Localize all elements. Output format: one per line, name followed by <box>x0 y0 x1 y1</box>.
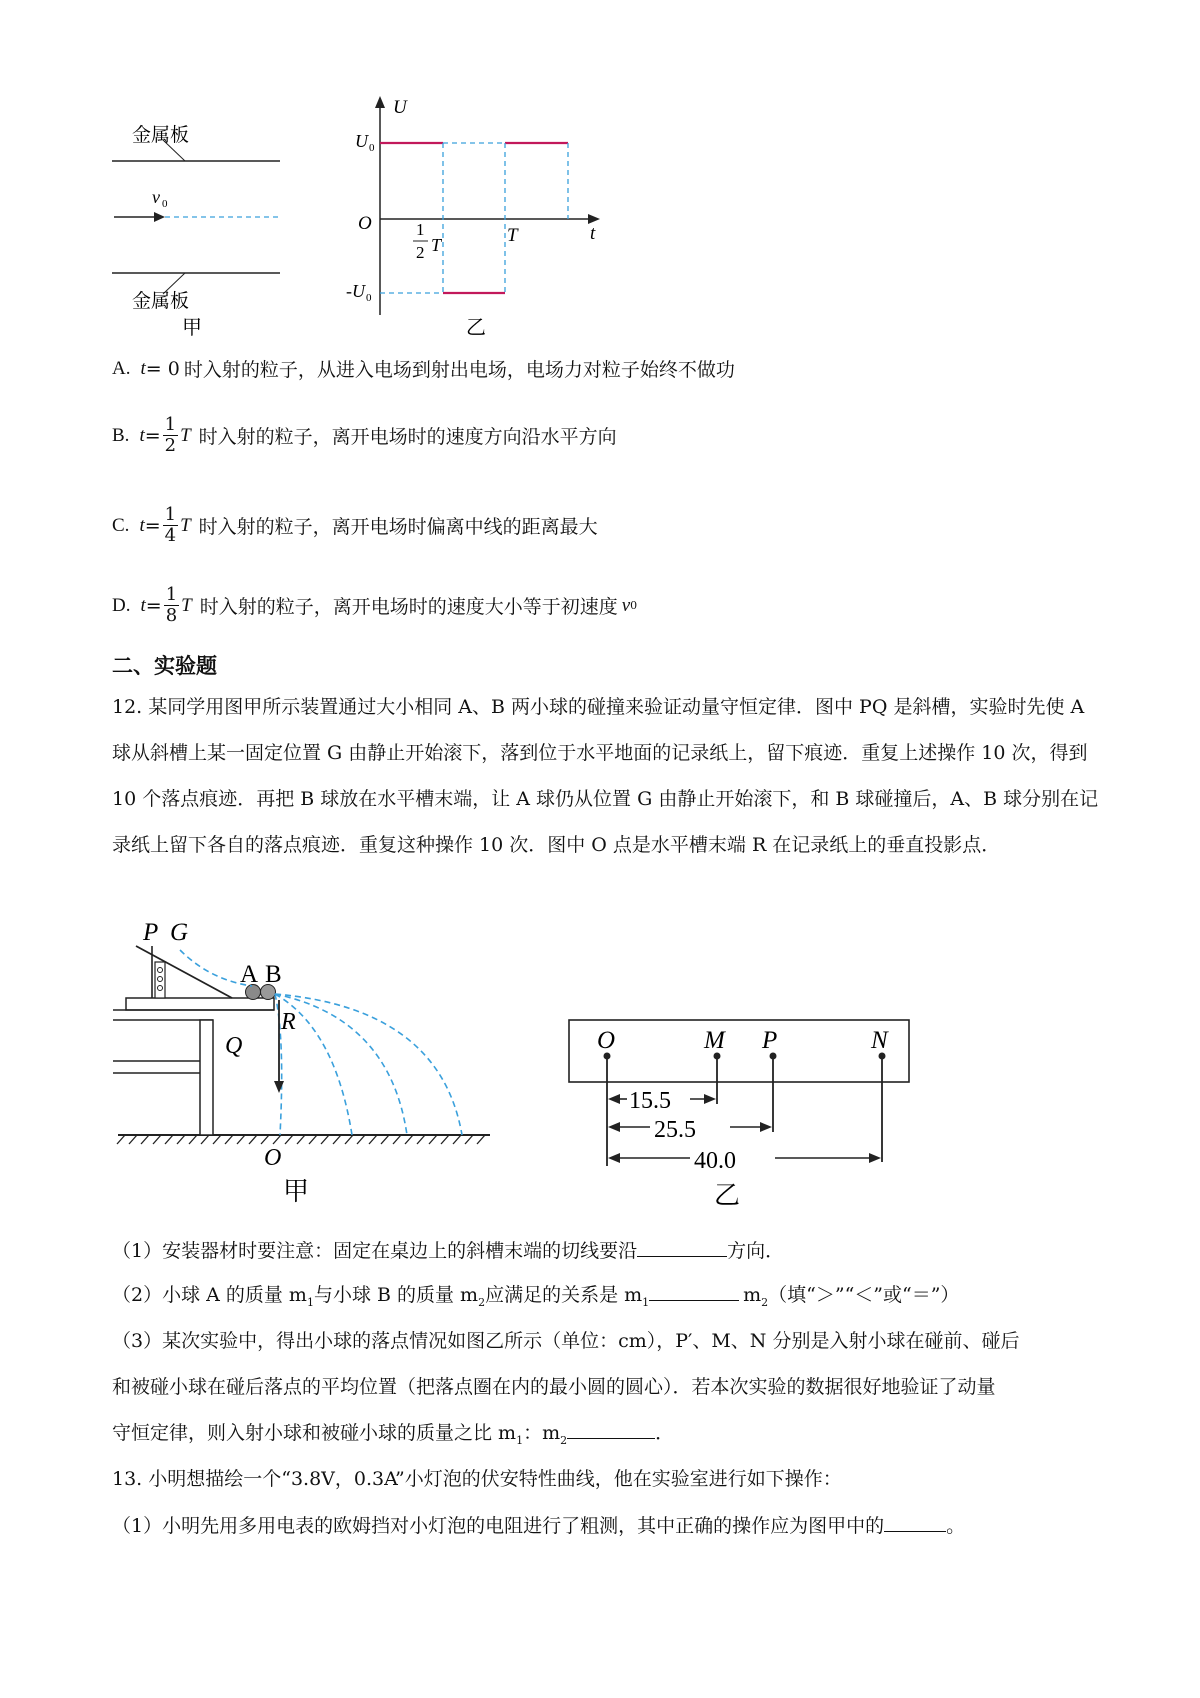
option-d-v0-sub: 0 <box>630 599 638 612</box>
q12-sub3-sub1: 1 <box>516 1433 524 1447</box>
figure-2-jia <box>113 919 490 1206</box>
option-a-eq: = 0 <box>145 357 180 380</box>
option-d-fraction <box>164 585 179 626</box>
T-label: T <box>507 225 518 246</box>
option-a-var: t <box>140 357 146 379</box>
q12-sub3-line3 <box>112 1420 674 1454</box>
q12-sub1-post: 方向． <box>727 1240 785 1262</box>
top-plate-label: 金属板 <box>132 125 190 146</box>
q12-sub1 <box>112 1238 784 1264</box>
v0-arrow-head <box>154 212 165 222</box>
v0-subscript: 0 <box>162 198 168 210</box>
yi-2-caption: 乙 <box>714 1181 741 1208</box>
option-c-fraction <box>163 505 178 546</box>
option-c-T: T <box>180 514 191 536</box>
q12-sub3-line2: 和被碰小球在碰后落点的平均位置（把落点圈在内的最小圆的圆心）．若本次实验的数据很好地验证了动量 <box>112 1376 996 1398</box>
q12-sub2-sub2: 2 <box>478 1295 486 1309</box>
option-a-label: A. <box>112 357 131 379</box>
origin-label: O <box>358 213 372 234</box>
q12-sub2-text-1: （2）小球 A 的质量 m <box>112 1284 307 1306</box>
option-c[interactable] <box>112 505 598 546</box>
u0-top-label: U <box>355 131 368 151</box>
u-axis-arrow <box>375 96 385 108</box>
q12-sub1-blank[interactable] <box>637 1238 727 1257</box>
u0-bottom-subscript: 0 <box>366 292 372 304</box>
q13-sub1-blank[interactable] <box>884 1513 946 1532</box>
figure-1 <box>0 0 1200 340</box>
q12-sub3-line1: （3）某次实验中，得出小球的落点情况如图乙所示（单位：cm），P′、M、N 分别是入射小球在碰前、碰后 <box>112 1330 1020 1352</box>
option-d-num: 1 <box>165 584 178 605</box>
label-O: O <box>264 1145 282 1171</box>
q13-sub1-post: 。 <box>946 1515 966 1537</box>
figure-1-jia <box>112 124 280 339</box>
figure-1-yi <box>346 96 600 339</box>
distance-on: 40.0 <box>694 1148 736 1174</box>
q13-sub1 <box>112 1513 965 1539</box>
ground-hatching <box>117 1135 485 1144</box>
option-b-num: 1 <box>164 414 177 435</box>
option-a-text: 时入射的粒子，从进入电场到射出电场，电场力对粒子始终不做功 <box>183 359 735 381</box>
q12-sub2-text-4: m <box>743 1284 762 1306</box>
label-G: G <box>170 919 189 946</box>
paper-label-O: O <box>597 1027 616 1054</box>
label-P: P <box>143 919 159 946</box>
q13-sub1-text: （1）小明先用多用电表的欧姆挡对小灯泡的电阻进行了粗测，其中正确的操作应为图甲中的 <box>112 1515 885 1537</box>
option-b-T: T <box>180 424 191 446</box>
q12-sub3-text-2: ：m <box>523 1422 561 1444</box>
option-c-num: 1 <box>164 504 177 525</box>
option-b[interactable] <box>112 415 617 456</box>
section-title: 二、实验题 <box>112 653 217 678</box>
option-d-eq: = <box>145 594 162 617</box>
label-Q: Q <box>225 1033 243 1059</box>
jia-caption: 甲 <box>182 317 202 339</box>
v0-label: v <box>152 187 160 207</box>
option-b-den: 2 <box>164 435 177 456</box>
option-b-var: t <box>139 424 145 446</box>
option-d-T: T <box>181 594 192 616</box>
option-c-var: t <box>139 514 145 536</box>
bottom-plate-label: 金属板 <box>132 291 190 312</box>
option-b-label: B. <box>112 424 130 446</box>
q12-sub2-blank[interactable] <box>649 1282 739 1301</box>
distance-om: 15.5 <box>629 1088 671 1114</box>
option-b-eq: = <box>144 424 161 447</box>
u-axis-label: U <box>393 97 407 118</box>
u0-bottom-label: -U <box>346 281 365 301</box>
q12-sub1-text: （1）安装器材时要注意：固定在桌边上的斜槽末端的切线要沿 <box>112 1240 638 1262</box>
distance-op: 25.5 <box>654 1117 696 1143</box>
option-c-eq: = <box>144 514 161 537</box>
wave-dashed-guides <box>380 143 568 293</box>
q12-sub2-text-3: 应满足的关系是 m <box>485 1284 643 1306</box>
option-c-label: C. <box>112 514 130 536</box>
q12-sub2-sub1: 1 <box>306 1295 314 1309</box>
u0-top-subscript: 0 <box>369 142 375 154</box>
paper-label-P: P <box>762 1027 778 1054</box>
paper-label-N: N <box>871 1027 888 1054</box>
yi-caption: 乙 <box>466 317 486 339</box>
q13-intro: 13. 小明想描绘一个“3.8V，0.3A”小灯泡的伏安特性曲线，他在实验室进行如下操作： <box>112 1468 842 1490</box>
record-paper <box>569 1020 909 1082</box>
jia-2-caption: 甲 <box>283 1177 310 1206</box>
option-d-den: 8 <box>165 605 178 626</box>
option-c-text: 时入射的粒子，离开电场时偏离中线的距离最大 <box>198 516 598 538</box>
q12-intro: 12. 某同学用图甲所示装置通过大小相同 A、B 两小球的碰撞来验证动量守恒定律．图中 PQ 是斜槽，实验时先使 A 球从斜槽上某一固定位置 G 由静止开始滚下，落到位于水平地面的记录纸上，留下痕迹．重复上述操作 10 次，得到 10 个落点痕迹．再把 B 球放在水平槽末端，让 A 球仍从位置 G 由静止开始滚下，和 B 球碰撞后，A、B 球分别在记录纸上留下各自的落点痕迹．重复这种操作 10 次．图中 O 点是水平槽末端 R 在记录纸上的垂直投影点． <box>112 696 1099 856</box>
q12-sub3-text-3: ． <box>655 1422 675 1444</box>
table-leg <box>200 1020 213 1135</box>
q12-sub2-sub3: 1 <box>642 1295 650 1309</box>
option-b-text: 时入射的粒子，离开电场时的速度方向沿水平方向 <box>198 426 617 448</box>
option-d-text: 时入射的粒子，离开电场时的速度大小等于初速度 <box>199 596 618 618</box>
q12-sub3-blank[interactable] <box>567 1420 655 1439</box>
label-B: B <box>265 961 282 988</box>
q12-sub3-sub2: 2 <box>560 1433 568 1447</box>
q12-sub2-text-2: 与小球 B 的质量 m <box>313 1284 479 1306</box>
t-axis-label: t <box>590 223 596 244</box>
paper-label-M: M <box>704 1027 725 1054</box>
q12-sub3-text-1: 守恒定律，则入射小球和被碰小球的质量之比 m <box>112 1422 517 1444</box>
label-R: R <box>281 1009 296 1035</box>
half-T-numerator: 1 <box>416 220 425 239</box>
option-b-fraction <box>163 415 178 456</box>
figure-2-yi <box>569 1020 909 1208</box>
option-c-den: 4 <box>164 525 177 546</box>
q12-sub2-sub4: 2 <box>761 1295 769 1309</box>
q12-sub2 <box>112 1282 959 1316</box>
option-d-var: t <box>140 594 146 616</box>
trajectories <box>180 950 462 1135</box>
label-A: A <box>240 961 259 988</box>
half-T-symbol: T <box>431 235 442 255</box>
q12-sub2-tail: （填“＞”“＜”或“＝”） <box>768 1284 960 1306</box>
option-d-v0: v <box>621 594 631 616</box>
option-d-label: D. <box>112 594 131 616</box>
figure-2 <box>0 918 1200 1208</box>
half-T-denominator: 2 <box>416 243 425 262</box>
drop-arrow <box>274 1081 284 1093</box>
option-d[interactable] <box>112 585 637 626</box>
option-a[interactable] <box>112 355 735 382</box>
